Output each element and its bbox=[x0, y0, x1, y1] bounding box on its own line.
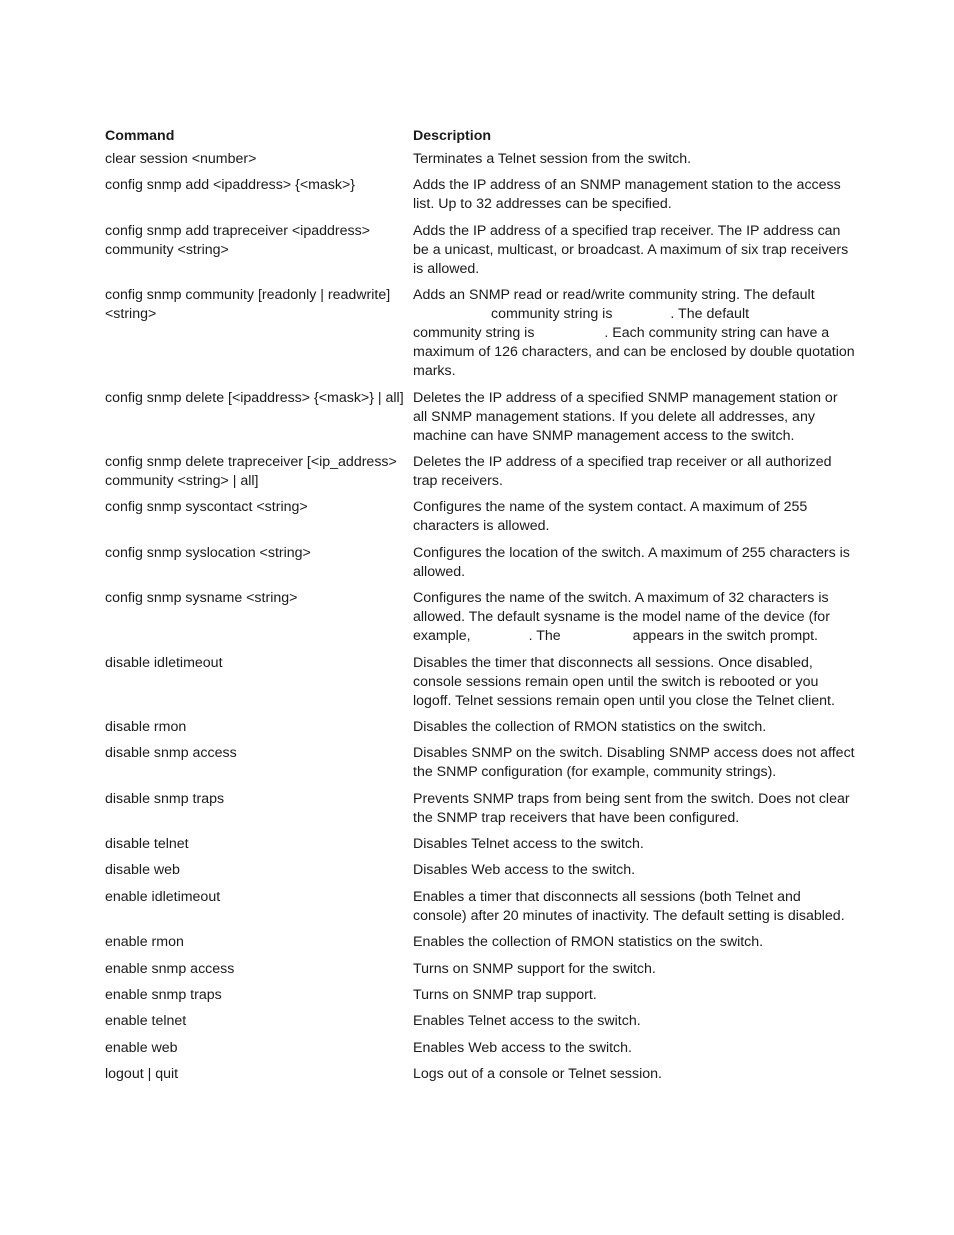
description-cell: Terminates a Telnet session from the switch. bbox=[413, 151, 692, 167]
description-cell: Adds the IP address of an SNMP management station to the access list. Up to 32 addresses can be specified. bbox=[413, 177, 841, 213]
description-cell: Disables Web access to the switch. bbox=[413, 862, 636, 879]
description-text: . Each community string can have a maximum of 126 characters, and can be enclosed by double quotation marks. bbox=[413, 325, 855, 380]
description-cell: Deletes the IP address of a specified trap receiver or all authorized trap receivers. bbox=[413, 453, 832, 489]
description-cell: Configures the location of the switch. A maximum of 255 characters is allowed. bbox=[413, 544, 850, 580]
table-row bbox=[105, 654, 855, 711]
table-row bbox=[105, 453, 855, 491]
description-cell: Enables Web access to the switch. bbox=[413, 1039, 632, 1056]
command-cell: config snmp delete [<ipaddress> {<mask>} | all] bbox=[105, 389, 404, 406]
description-text: appears in the switch prompt. bbox=[632, 628, 818, 645]
command-cell: enable rmon bbox=[105, 934, 184, 951]
command-cell: config snmp community [readonly | readwrite] <string> bbox=[105, 287, 391, 323]
table-row bbox=[105, 176, 855, 214]
command-cell: disable telnet bbox=[105, 836, 189, 853]
table-row bbox=[105, 222, 855, 279]
table-row bbox=[105, 498, 855, 536]
command-cell: disable snmp traps bbox=[105, 790, 225, 807]
description-cell: Disables the timer that disconnects all sessions. Once disabled, console sessions remain open until the switch is rebooted or you logoff. Telnet sessions remain open until you close the Telnet client. bbox=[413, 654, 835, 709]
command-column-header: Command bbox=[105, 128, 175, 144]
table-row bbox=[105, 960, 855, 979]
table-row bbox=[105, 835, 855, 854]
description-column-header: Description bbox=[413, 128, 492, 144]
description-cell: Disables SNMP on the switch. Disabling SNMP access does not affect the SNMP configuration (for example, community strings). bbox=[413, 745, 855, 781]
table-row bbox=[105, 150, 855, 169]
table-row bbox=[105, 1065, 855, 1084]
description-cell: Disables Telnet access to the switch. bbox=[413, 836, 644, 853]
table-row bbox=[105, 544, 855, 582]
description-cell: Deletes the IP address of a specified SNMP management station or all SNMP management stations. If you delete all addresses, any machine can have SNMP management access to the switch. bbox=[413, 389, 838, 444]
command-cell: config snmp syscontact <string> bbox=[105, 499, 308, 516]
description-cell bbox=[413, 286, 855, 381]
command-cell: clear session <number> bbox=[105, 151, 257, 167]
command-cell: config snmp add trapreceiver <ipaddress> community <string> bbox=[105, 222, 370, 258]
command-cell: logout | quit bbox=[105, 1066, 179, 1083]
command-cell: config snmp add <ipaddress> {<mask>} bbox=[105, 177, 356, 194]
description-cell: Disables the collection of RMON statistics on the switch. bbox=[413, 718, 767, 735]
command-table bbox=[105, 127, 855, 1092]
table-row bbox=[105, 744, 855, 782]
command-cell: enable telnet bbox=[105, 1013, 187, 1030]
description-cell: Enables Telnet access to the switch. bbox=[413, 1013, 641, 1030]
table-row bbox=[105, 861, 855, 880]
command-cell: disable rmon bbox=[105, 718, 187, 735]
table-row bbox=[105, 790, 855, 828]
command-cell: disable web bbox=[105, 862, 180, 879]
table-row bbox=[105, 1012, 855, 1031]
description-cell: Logs out of a console or Telnet session. bbox=[413, 1066, 662, 1083]
table-row bbox=[105, 933, 855, 952]
table-row bbox=[105, 389, 855, 446]
description-cell: Prevents SNMP traps from being sent from the switch. Does not clear the SNMP trap receivers that have been configured. bbox=[413, 790, 850, 826]
command-cell: disable snmp access bbox=[105, 745, 237, 762]
description-cell: Configures the name of the system contact. A maximum of 255 characters is allowed. bbox=[413, 499, 808, 535]
command-cell: enable snmp access bbox=[105, 960, 235, 977]
command-cell: config snmp delete trapreceiver [<ip_address> community <string> | all] bbox=[105, 453, 397, 489]
command-cell: config snmp syslocation <string> bbox=[105, 544, 311, 561]
command-cell: disable idletimeout bbox=[105, 654, 223, 671]
description-text: Adds an SNMP read or read/write community string. The default bbox=[413, 287, 815, 304]
description-cell: Turns on SNMP trap support. bbox=[413, 987, 597, 1004]
description-cell bbox=[413, 589, 855, 646]
description-text: community string is bbox=[413, 325, 535, 342]
description-cell: Adds the IP address of a specified trap receiver. The IP address can be a unicast, multicast, or broadcast. A maximum of six trap receivers is allowed. bbox=[413, 222, 849, 277]
table-row bbox=[105, 718, 855, 737]
table-row bbox=[105, 286, 855, 381]
description-text: . The bbox=[528, 628, 561, 645]
command-cell: config snmp sysname <string> bbox=[105, 590, 298, 607]
description-cell: Turns on SNMP support for the switch. bbox=[413, 960, 656, 977]
description-text: community string is bbox=[491, 306, 613, 323]
table-row bbox=[105, 1039, 855, 1058]
command-cell: enable snmp traps bbox=[105, 987, 222, 1004]
description-text: Configures the name of the switch. A maximum of 32 characters is allowed. The default sysname is the model name of the device (for example, bbox=[413, 590, 830, 645]
command-cell: enable idletimeout bbox=[105, 888, 221, 905]
table-row bbox=[105, 589, 855, 646]
description-text: . The default bbox=[670, 306, 750, 323]
table-header bbox=[105, 127, 855, 150]
description-cell: Enables a timer that disconnects all sessions (both Telnet and console) after 20 minutes of inactivity. The default setting is disabled. bbox=[413, 888, 845, 924]
description-cell: Enables the collection of RMON statistics on the switch. bbox=[413, 934, 764, 951]
command-cell: enable web bbox=[105, 1039, 178, 1056]
table-row bbox=[105, 986, 855, 1005]
table-row bbox=[105, 888, 855, 926]
